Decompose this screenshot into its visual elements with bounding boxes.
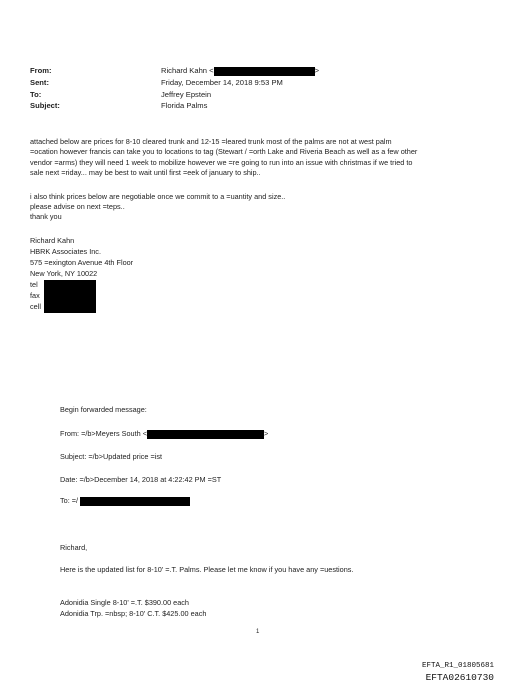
header-subject-value: Florida Palms <box>161 101 208 110</box>
redaction-bar <box>44 280 96 313</box>
footer-id-secondary: EFTA02610730 <box>425 672 494 683</box>
header-sent-label: Sent: <box>30 78 49 87</box>
header-from-suffix: > <box>314 66 319 75</box>
header-sent-value: Friday, December 14, 2018 9:53 PM <box>161 78 283 87</box>
footer-id-primary: EFTA_R1_01805681 <box>421 662 494 670</box>
signature-name: Richard Kahn <box>30 236 75 245</box>
header-from-label: From: <box>30 66 52 75</box>
body-line: =ocation however francis can take you to locations to tag (Stewart / =orth Lake and Riveria Beach as well as a few other <box>30 147 418 156</box>
price-line: Adonidia Single 8-10' =.T. $390.00 each <box>60 598 189 607</box>
body-line: attached below are prices for 8-10 cleared trunk and 12-15 =leared trunk most of the palms are not at west palm <box>30 137 392 146</box>
signature-cell-label: cell <box>30 302 41 311</box>
redaction-bar <box>147 430 264 439</box>
forwarded-message: Here is the updated list for 8-10' =.T. Palms. Please let me know if you have any =uestions. <box>60 565 354 574</box>
body-line: thank you <box>30 212 62 221</box>
header-to-value: Jeffrey Epstein <box>161 90 212 99</box>
forwarded-from <box>60 429 268 439</box>
redaction-bar <box>214 67 315 76</box>
forwarded-intro: Begin forwarded message: <box>60 405 147 414</box>
forwarded-to-text: To: =/ <box>60 496 79 505</box>
body-line: please advise on next =teps.. <box>30 202 125 211</box>
signature-company: HBRK Associates Inc. <box>30 247 101 256</box>
price-line: Adonidia Trp. =nbsp; 8-10' C.T. $425.00 each <box>60 609 207 618</box>
signature-address1: 575 =exington Avenue 4th Floor <box>30 258 134 267</box>
body-line: sale next =riday... may be best to wait until first =eek of january to ship.. <box>30 168 261 177</box>
signature-fax-label: fax <box>30 291 40 300</box>
header-from-value <box>161 66 319 76</box>
redaction-bar <box>80 497 190 506</box>
body-line: i also think prices below are negotiable once we commit to a =uantity and size.. <box>30 192 286 201</box>
forwarded-to <box>60 496 190 506</box>
forwarded-greeting: Richard, <box>60 543 88 552</box>
forwarded-from-suffix: > <box>264 429 269 438</box>
forwarded-subject: Subject: =/b>Updated price =ist <box>60 452 163 461</box>
header-subject-label: Subject: <box>30 101 60 110</box>
signature-address2: New York, NY 10022 <box>30 269 98 278</box>
body-line: vendor =arms) they will need 1 week to mobilize however we =re going to run into an issue with christmas if we tried to <box>30 158 413 167</box>
forwarded-date: Date: =/b>December 14, 2018 at 4:22:42 PM =ST <box>60 475 222 484</box>
signature-tel-label: tel <box>30 280 38 289</box>
forwarded-from-text: From: =/b>Meyers South < <box>60 429 147 438</box>
page-number: 1 <box>256 629 260 635</box>
header-from-name: Richard Kahn < <box>161 66 214 75</box>
header-to-label: To: <box>30 90 42 99</box>
